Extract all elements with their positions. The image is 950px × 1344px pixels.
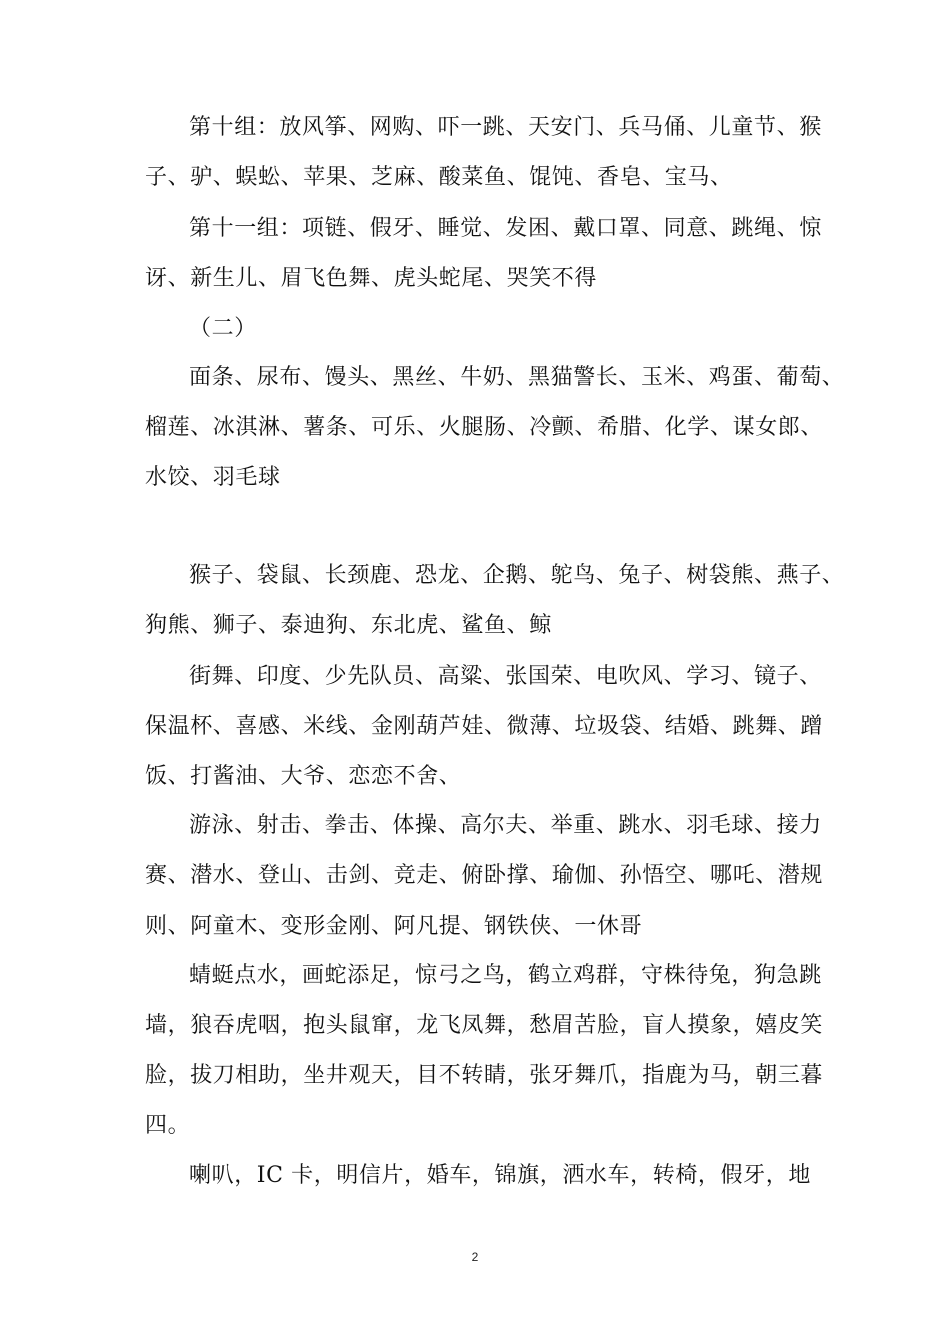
- text-line-idioms-1: 蜻蜓点水，画蛇添足，惊弓之鸟，鹤立鸡群，守株待兔，狗急跳: [189, 963, 822, 988]
- text-line-sports-1: 游泳、射击、拳击、体操、高尔夫、举重、跳水、羽毛球、接力: [189, 813, 822, 838]
- text-line-animals-1: 猴子、袋鼠、长颈鹿、恐龙、企鹅、鸵鸟、兔子、树袋熊、燕子、: [189, 563, 845, 588]
- text-line-misc-1: 街舞、印度、少先队员、高粱、张国荣、电吹风、学习、镜子、: [189, 664, 822, 689]
- text-line-objects-1: 喇叭，IC 卡，明信片，婚车，锦旗，洒水车，转椅，假牙，地: [189, 1163, 811, 1188]
- text-line-misc-2: 保温杯、喜感、米线、金刚葫芦娃、微薄、垃圾袋、结婚、跳舞、蹭: [145, 714, 824, 739]
- text-line-food-3: 水饺、羽毛球: [145, 465, 281, 490]
- page-number: 2: [471, 1250, 479, 1264]
- text-line-food-1: 面条、尿布、馒头、黑丝、牛奶、黑猫警长、玉米、鸡蛋、葡萄、: [189, 365, 845, 390]
- section-heading-two: （二）: [189, 316, 257, 341]
- text-line-food-2: 榴莲、冰淇淋、薯条、可乐、火腿肠、冷颤、希腊、化学、谋女郎、: [145, 415, 824, 440]
- text-line-sports-3: 则、阿童木、变形金刚、阿凡提、钢铁侠、一休哥: [145, 914, 643, 939]
- text-line-group-ten-start: 第十组：放风筝、网购、吓一跳、天安门、兵马俑、儿童节、猴: [189, 115, 822, 140]
- text-line-animals-2: 狗熊、狮子、泰迪狗、东北虎、鲨鱼、鲸: [145, 613, 552, 638]
- text-line-idioms-2: 墙，狼吞虎咽，抱头鼠窜，龙飞凤舞，愁眉苦脸，盲人摸象，嬉皮笑: [145, 1013, 824, 1038]
- text-line-misc-3: 饭、打酱油、大爷、恋恋不舍、: [145, 764, 462, 789]
- text-line-group-eleven-start: 第十一组：项链、假牙、睡觉、发困、戴口罩、同意、跳绳、惊: [189, 216, 822, 241]
- text-line-group-eleven-end: 讶、新生儿、眉飞色舞、虎头蛇尾、哭笑不得: [145, 266, 598, 291]
- text-line-idioms-3: 脸，拔刀相助，坐井观天，目不转睛，张牙舞爪，指鹿为马，朝三暮: [145, 1063, 824, 1088]
- text-line-sports-2: 赛、潜水、登山、击剑、竞走、俯卧撑、瑜伽、孙悟空、哪吒、潜规: [145, 863, 824, 888]
- text-line-group-ten-end: 子、驴、蜈蚣、苹果、芝麻、酸菜鱼、馄饨、香皂、宝马、: [145, 165, 733, 190]
- text-line-idioms-4: 四。: [145, 1113, 191, 1138]
